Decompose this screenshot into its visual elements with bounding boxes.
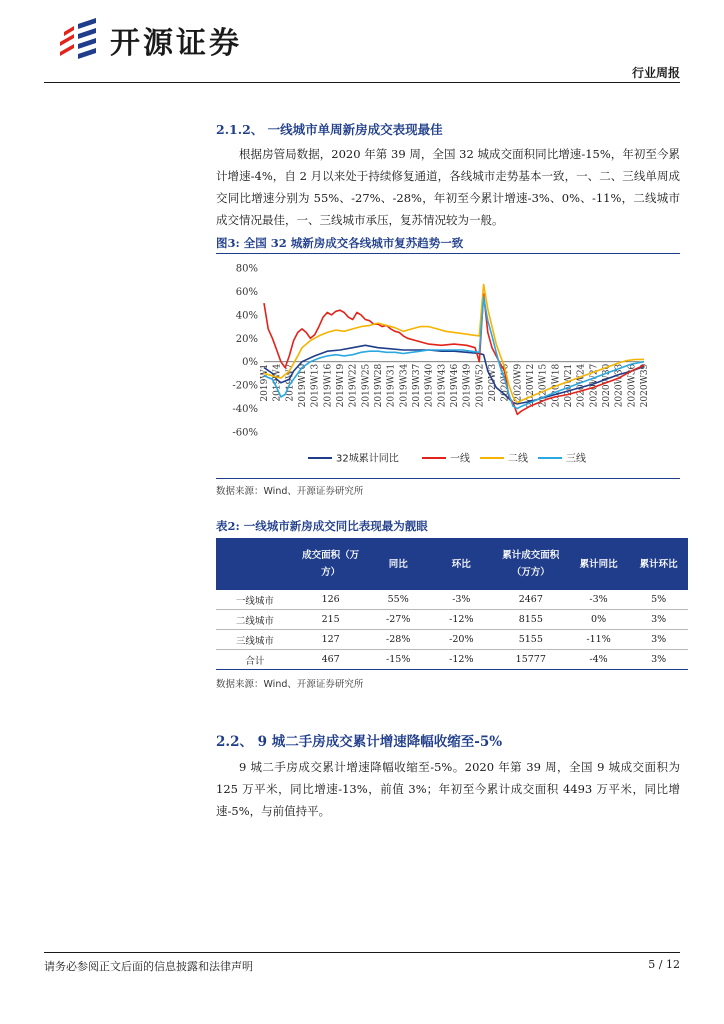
chart-y-tick-label: 60%: [235, 286, 258, 298]
legend-label: 三线: [566, 453, 586, 465]
table-cell: -12%: [429, 610, 494, 630]
section-paragraph: 根据房管局数据，2020 年第 39 周，全国 32 城成交面积同比增速-15%，年初至今累计增速-4%，自 2 月以来处于持续修复通道，各线城市走势基本一致，一、二、三线单周成交同比增速分别为 55%、-27%、-28%，年初至今累计增速-3%、0%、-11%，二线城市成交情况最佳，一、三线城市承压，复苏情况较为一般。: [216, 147, 680, 227]
legend-label: 32城累计同比: [336, 453, 399, 465]
table-cell: 合计: [216, 650, 294, 670]
table-cell: 215: [294, 610, 368, 630]
table-cell: -27%: [368, 610, 429, 630]
table-cell: -28%: [368, 630, 429, 650]
table-title: 表2: 一线城市新房成交同比表现最为靓眼: [216, 519, 428, 533]
table-header-cell: 累计成交面积（万方）: [494, 538, 568, 590]
chart-y-tick-label: 40%: [235, 310, 258, 322]
table-row: [216, 630, 688, 650]
footer-divider: [44, 952, 680, 953]
table-cell: -15%: [368, 650, 429, 670]
chart-x-tick-label: 2019W31: [386, 363, 397, 408]
chart-x-tick-label: 2019W46: [450, 363, 460, 408]
page-number: 5 / 12: [648, 958, 680, 971]
table-cell: 5155: [494, 630, 568, 650]
brand-mark-icon: [56, 18, 102, 62]
table-row: [216, 610, 688, 630]
chart-y-tick-label: 80%: [235, 263, 258, 275]
chart-x-tick-label: 2019W37: [412, 363, 422, 408]
header-divider: [44, 82, 680, 83]
section-title: 2.1.2、 一线城市单周新房成交表现最佳: [216, 122, 443, 137]
brand-name: 开源证券: [110, 26, 242, 61]
chart-x-tick-label: 2020W6: [500, 363, 511, 402]
table-cell: 3%: [629, 630, 688, 650]
table-cell: 15777: [494, 650, 568, 670]
table-header-cell: 成交面积（万方）: [294, 538, 368, 590]
table-cell: 0%: [568, 610, 629, 630]
table-cell: -12%: [429, 650, 494, 670]
figure-title: 图3: 全国 32 城新房成交各线城市复苏趋势一致: [216, 236, 464, 250]
table-cell: -4%: [568, 650, 629, 670]
chart-x-tick-label: 2019W49: [462, 363, 473, 408]
table-header-cell: 环比: [429, 538, 494, 590]
table-header-row: [216, 538, 688, 590]
chart-y-tick-label: 0%: [242, 357, 258, 369]
chart-x-tick-label: 2019W1: [260, 363, 270, 402]
chart-x-tick-label: 2020W12: [526, 363, 536, 408]
table-cell: -20%: [429, 630, 494, 650]
table-header-cell: 累计同比: [568, 538, 629, 590]
chart-x-tick-label: 2020W21: [564, 363, 574, 408]
chart-x-tick-label: 2020W24: [576, 363, 587, 408]
chart-x-tick-label: 2019W7: [285, 363, 296, 402]
chart-x-tick-label: 2020W18: [551, 363, 562, 408]
report-type: 行业周报: [631, 66, 680, 80]
table-cell: 126: [294, 590, 368, 610]
figure-bottom-rule: [216, 478, 680, 479]
chart-x-tick-label: 2019W16: [323, 363, 334, 408]
figure-top-rule: [216, 253, 680, 254]
table-row: [216, 650, 688, 670]
chart-y-tick-label: -40%: [232, 404, 258, 416]
table-header-cell: [216, 538, 294, 590]
table-header-cell: 同比: [368, 538, 429, 590]
table-cell: 2467: [494, 590, 568, 610]
chart-x-tick-label: 2019W22: [348, 363, 359, 408]
table-cell: 467: [294, 650, 368, 670]
legend-label: 二线: [508, 453, 528, 465]
legend-label: 一线: [450, 453, 470, 465]
chart-x-tick-label: 2019W4: [272, 363, 283, 402]
subsection-paragraph: 9 城二手房成交累计增速降幅收缩至-5%。2020 年第 39 周，全国 9 城成交面积为 125 万平米，同比增速-13%，前值 3%；年初至今累计成交面积 4493 万平米，同比增速-5%，与前值持平。: [216, 760, 680, 818]
table-source: 数据来源：Wind、开源证券研究所: [216, 679, 364, 690]
chart-x-tick-label: 2019W28: [374, 363, 384, 408]
chart-x-tick-label: 2019W13: [310, 363, 321, 408]
chart-x-tick-label: 2020W3: [488, 363, 498, 402]
chart-x-tick-label: 2020W15: [538, 363, 549, 408]
chart-x-tick-label: 2019W43: [437, 363, 448, 408]
brand-logo: [56, 18, 242, 62]
chart-legend: [308, 452, 586, 465]
chart-x-tick-label: 2019W40: [424, 363, 435, 408]
chart-x-tick-label: 2020W27: [589, 363, 600, 408]
table-cell: -3%: [568, 590, 629, 610]
footer-disclaimer: 请务必参阅正文后面的信息披露和法律声明: [44, 960, 253, 973]
table-cell: 3%: [629, 610, 688, 630]
table-cell: 8155: [494, 610, 568, 630]
chart-y-tick-label: 20%: [235, 333, 258, 345]
table-cell: 127: [294, 630, 368, 650]
chart-x-tick-label: 2020W36: [627, 363, 638, 408]
data-table: [216, 538, 688, 670]
chart-x-tick-label: 2020W30: [602, 363, 612, 408]
table-cell: -3%: [429, 590, 494, 610]
subsection-title: 2.2、 9 城二手房成交累计增速降幅收缩至-5%: [216, 734, 503, 750]
chart-x-axis: [260, 363, 650, 407]
chart-x-tick-label: 2020W9: [513, 363, 524, 402]
table-cell: 一线城市: [216, 590, 294, 610]
table-cell: 二线城市: [216, 610, 294, 630]
chart-x-tick-label: 2019W10: [298, 363, 308, 408]
chart-x-tick-label: 2020W33: [614, 363, 625, 408]
table-header-cell: 累计环比: [629, 538, 688, 590]
table-cell: 三线城市: [216, 630, 294, 650]
table-cell: 3%: [629, 650, 688, 670]
table-cell: 5%: [629, 590, 688, 610]
chart-x-tick-label: 2020W39: [640, 363, 650, 408]
line-chart: [216, 256, 680, 474]
table-cell: 55%: [368, 590, 429, 610]
chart-x-tick-label: 2019W52: [475, 363, 486, 408]
figure-source: 数据来源：Wind、开源证券研究所: [216, 486, 364, 497]
chart-x-tick-label: 2019W19: [336, 363, 346, 408]
chart-y-tick-label: -60%: [232, 427, 258, 439]
table-row: [216, 590, 688, 610]
table-cell: -11%: [568, 630, 629, 650]
chart-x-tick-label: 2019W25: [361, 363, 372, 408]
chart-x-tick-label: 2019W34: [399, 363, 410, 408]
chart-y-tick-label: -20%: [232, 380, 258, 392]
